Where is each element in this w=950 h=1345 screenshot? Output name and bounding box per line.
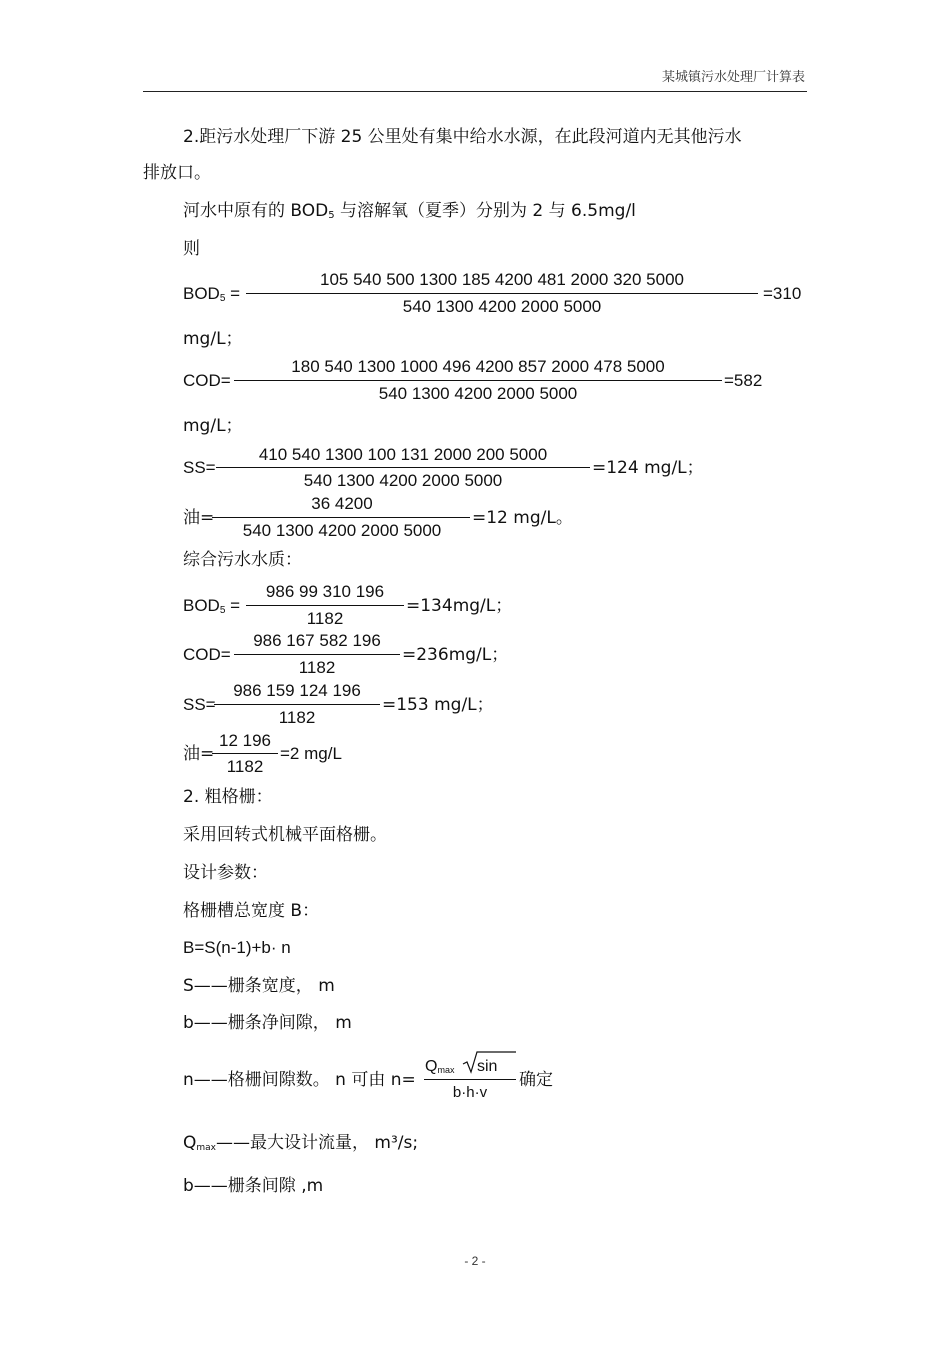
- fraction-denominator: 540 1300 4200 2000 5000: [303, 471, 503, 490]
- paragraph-line: n——格栅间隙数。 n 可由 n=: [183, 1070, 416, 1090]
- paragraph-line: 2.距污水处理厂下游 25 公里处有集中给水水源，在此段河道内无其他污水: [183, 127, 742, 147]
- formula-result: =582: [724, 371, 763, 390]
- fraction-denominator: 1182: [298, 658, 336, 677]
- formula-lhs: $BOD_5$ =: [183, 596, 241, 616]
- fraction-denominator: 1182: [226, 757, 264, 776]
- fraction-bar: [212, 753, 278, 754]
- paragraph-line: 排放口。: [143, 163, 211, 183]
- paragraph-line: 则: [183, 239, 200, 259]
- paragraph-line: b——栅条净间隙， m: [183, 1013, 352, 1033]
- fraction-bar: [212, 517, 470, 518]
- formula-lhs: SS=: [183, 458, 216, 477]
- fraction-numerator: 105 540 500 1300 185 4200 481 2000 320 5000: [320, 270, 684, 289]
- fraction-numerator: 986 99 310 196: [265, 582, 385, 601]
- fraction-denominator: 540 1300 4200 2000 5000: [402, 297, 602, 316]
- paragraph-line: 格栅槽总宽度 B：: [183, 901, 320, 921]
- fraction-bar: [214, 704, 380, 705]
- fraction-denominator: b·h·v: [452, 1084, 488, 1101]
- fraction-denominator: 540 1300 4200 2000 5000: [378, 384, 578, 403]
- paragraph-line: $Q_{max}——$最大设计流量， m³/s;: [183, 1133, 419, 1153]
- fraction-bar: [246, 605, 404, 606]
- fraction-numerator: 410 540 1300 100 131 2000 200 5000: [258, 445, 548, 464]
- formula-lhs: COD=: [183, 645, 231, 664]
- formula-lhs: SS=: [183, 695, 216, 714]
- formula-result: =134mg/L；: [406, 596, 513, 616]
- paragraph-line: 采用回转式机械平面格栅。: [183, 825, 387, 845]
- fraction-denominator: 1182: [278, 708, 316, 727]
- formula-lhs: COD=: [183, 371, 231, 390]
- section-heading: 综合污水水质：: [183, 550, 302, 570]
- fraction-bar: [234, 654, 400, 655]
- paragraph-line: b——栅条间隙 ,m: [183, 1176, 324, 1196]
- paragraph-line: 设计参数：: [183, 863, 268, 883]
- paragraph-line: 确定: [519, 1070, 553, 1090]
- sqrt-content: sin: [477, 1058, 498, 1075]
- fraction-numerator: $Q_{max}$: [425, 1058, 455, 1075]
- fraction-bar: [234, 380, 722, 381]
- formula-lhs: $BOD_5$ =: [183, 284, 241, 304]
- formula-result: =153 mg/L；: [382, 695, 494, 715]
- page-number: - 2 -: [464, 1254, 486, 1268]
- header-rule: [143, 91, 807, 92]
- fraction-bar: [246, 293, 758, 294]
- formula-result: =310: [763, 284, 802, 303]
- formula-result: =2 mg/L: [280, 744, 342, 763]
- formula-unit: mg/L；: [183, 416, 243, 436]
- fraction-numerator: 36 4200: [311, 494, 373, 513]
- formula-result: =12 mg/L。: [472, 508, 573, 528]
- paragraph-line: S——栅条宽度， m: [183, 976, 335, 996]
- formula-lhs: 油=: [183, 508, 215, 528]
- formula-lhs: 油=: [183, 744, 215, 764]
- fraction-denominator: 540 1300 4200 2000 5000: [242, 521, 442, 540]
- section-heading: 2. 粗格栅：: [183, 787, 273, 807]
- fraction-numerator: 180 540 1300 1000 496 4200 857 2000 478 5000: [291, 357, 665, 376]
- fraction-denominator: 1182: [306, 609, 344, 628]
- formula-unit: mg/L；: [183, 329, 243, 349]
- page-header: 某城镇污水处理厂计算表: [661, 70, 805, 85]
- fraction-bar: [424, 1079, 516, 1080]
- fraction-numerator: 12 196: [219, 731, 271, 750]
- fraction-numerator: 986 159 124 196: [233, 681, 361, 700]
- paragraph-line: 河水中原有的 $BOD_5$ 与溶解氧（夏季）分别为 2 与 6.5mg/l: [183, 201, 636, 221]
- formula-result: =124 mg/L；: [592, 458, 704, 478]
- fraction-numerator: 986 167 582 196: [253, 631, 381, 650]
- formula-result: =236mg/L；: [402, 645, 509, 665]
- paragraph-line: B=S(n-1)+b· n: [183, 938, 291, 957]
- fraction-bar: [216, 467, 590, 468]
